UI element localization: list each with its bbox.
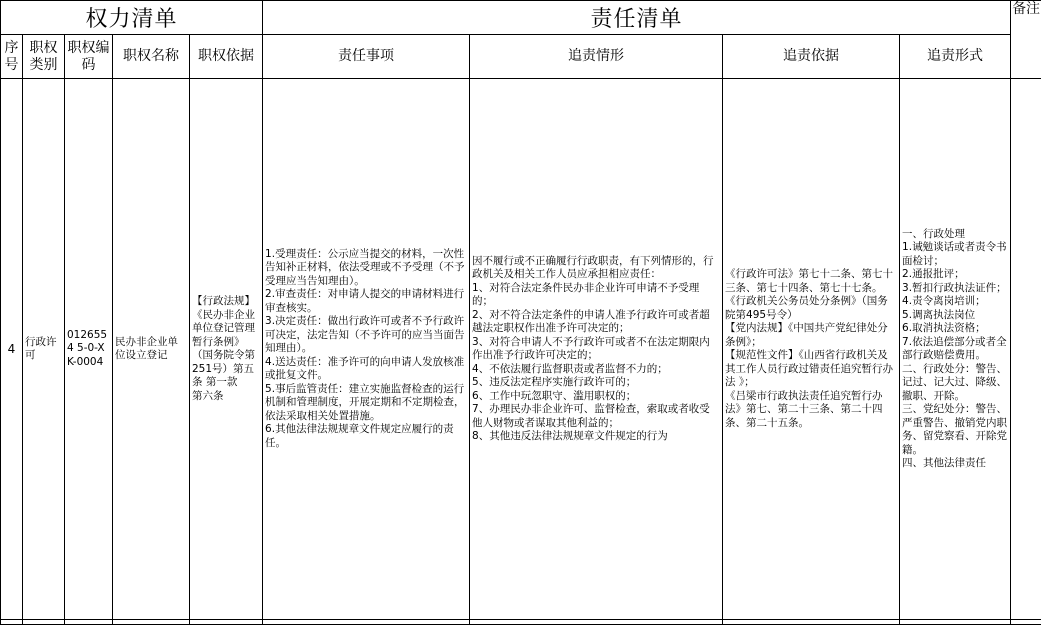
table-tail-row xyxy=(1,620,1041,625)
row-accountability-basis xyxy=(723,79,900,620)
accountability-cases-header: 追责情形 xyxy=(470,35,723,79)
accountability-forms-header: 追责形式 xyxy=(900,35,1011,79)
row-category-text: 行政许可 xyxy=(25,335,57,361)
row-accountability-forms-text: 一、行政处理 1.诫勉谈话或者责令书面检讨； 2.通报批评； 3.暂扣行政执法证件； 4.责令离岗培训； 5.调离执法岗位 6.取消执法资格； 7.依法追偿部分或者全部行政赔偿费用。 二、行政处分：警告、记过、记大过、降级、撤职、开除。 三、党纪处分：警告、严重警告、撤销党内职务、留党察看、开除党籍。 四、其他法律责任 xyxy=(902,227,1008,469)
category-header: 职权类别 xyxy=(23,35,65,79)
table-row xyxy=(1,79,1041,620)
basis-header: 职权依据 xyxy=(190,35,263,79)
code-header: 职权编码 xyxy=(65,35,113,79)
seq-header: 序号 xyxy=(1,35,23,79)
row-basis-text: 【行政法规】《民办非企业单位登记管理暂行条例》（国务院令第251号）第五条 第一款 第六条 xyxy=(192,295,255,402)
row-accountability-basis-text: 《行政许可法》第七十二条、第七十三条、第七十四条、第七十七条。 《行政机关公务员处分条例》（国务院第495号令） 【党内法规】《中国共产党纪律处分条例》； 【规范性文件】《山西省行政机关及其工作人员行政过错责任追究暂行办法 》； 《吕梁市行政执法责任追究暂行办法》第七、第二十三条、第二十四条、第二十五条。 xyxy=(725,268,894,429)
row-name xyxy=(113,79,190,620)
row-name-text: 民办非企业单位设立登记 xyxy=(115,335,178,361)
row-accountability-cases-text: 因不履行或不正确履行行政职责，有下列情形的，行政机关及相关工作人员应承担相应责任： 1、对符合法定条件民办非企业许可申请不予受理的； 2、对不符合法定条件的申请人准予行政许可或者超越法定职权作出准予许可决定的； 3、对符合申请人不予行政许可或者不在法定期限内作出准予行政许可决定的； 4、不依法履行监督职责或者监督不力的； 5、违反法定程序实施行政许可的； 6、工作中玩忽职守、滥用职权的； 7、办理民办非企业许可、监督检查，索取或者收受他人财物或者谋取其他利益的； 8、其他违反法律法规规章文件规定的行为 xyxy=(472,254,714,442)
row-code-text: 0126554 5-0-XK-0004 xyxy=(67,328,108,368)
row-seq: 4 xyxy=(1,79,23,620)
row-remarks xyxy=(1011,79,1041,620)
remarks-header: 备注 xyxy=(1011,1,1041,79)
row-accountability-cases xyxy=(470,79,723,620)
power-list-title: 权力清单 xyxy=(1,1,263,35)
row-accountability-forms xyxy=(900,79,1011,620)
row-code xyxy=(65,79,113,620)
duty-items-header: 责任事项 xyxy=(263,35,470,79)
row-basis xyxy=(190,79,263,620)
row-duty-items-text: 1.受理责任：公示应当提交的材料，一次性告知补正材料，依法受理或不予受理（不予受理应当告知理由）。 2.审查责任：对申请人提交的申请材料进行审查核实。 3.决定责任：做出行政许可或者不予行政许可决定，法定告知（不予许可的应当当面告知理由）。 4.送达责任：准予许可的向申请人发放核准或批复文件。 5.事后监管责任：建立实施监督检查的运行机制和管理制度，开展定期和不定期检查，依法采取相关处置措施。 6.其他法律法规规章文件规定应履行的责任。 xyxy=(265,247,465,449)
accountability-basis-header: 追责依据 xyxy=(723,35,900,79)
responsibility-list-title: 责任清单 xyxy=(263,1,1011,35)
row-duty-items xyxy=(263,79,470,620)
row-category xyxy=(23,79,65,620)
name-header: 职权名称 xyxy=(113,35,190,79)
